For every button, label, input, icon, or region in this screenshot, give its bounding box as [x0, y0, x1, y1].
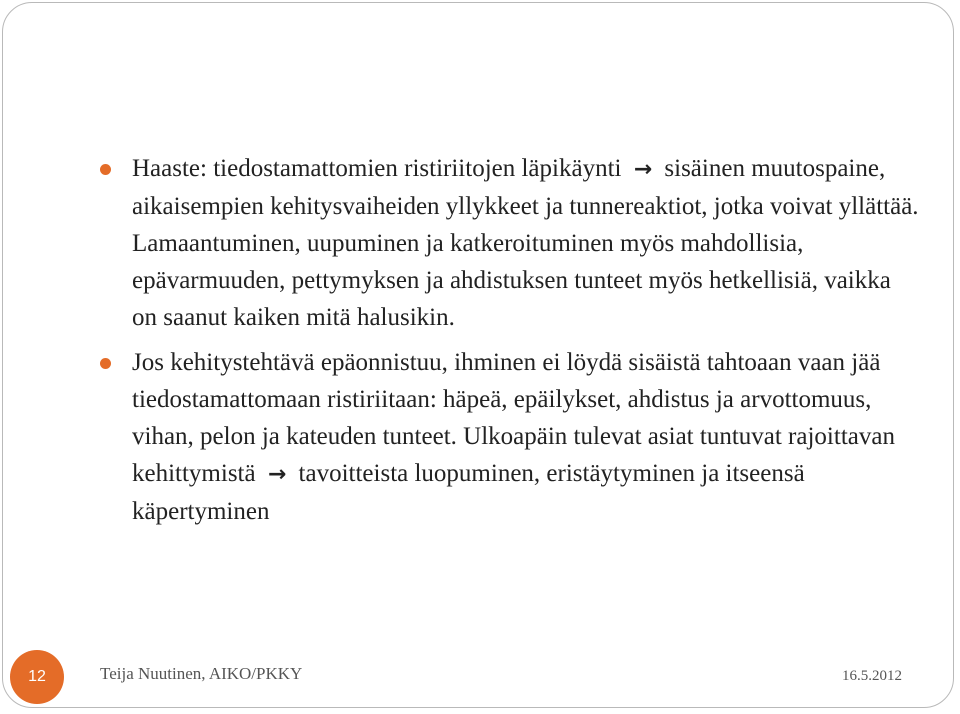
bullet-item-1	[100, 150, 920, 336]
footer-author: Teija Nuutinen, AIKO/PKKY	[100, 664, 303, 683]
bullet-text-part-b: tavoitteista luopuminen, eristäytyminen ja itseensä käpertyminen	[132, 460, 805, 525]
arrow-right-icon: →	[267, 462, 287, 487]
bullet-text-part-b: sisäinen muutospaine, aikaisempien kehitysvaiheiden yllykkeet ja tunnereaktiot, jotka voivat yllättää. Lamaantuminen, uupuminen ja katkeroituminen myös mahdollisia, epävarmuuden, pettymyksen ja ahdistuksen tunteet myös hetkellisiä, vaikka on saanut kaiken mitä halusikin.	[132, 155, 919, 331]
bullet-text-part-a: Jos kehitystehtävä epäonnistuu, ihminen ei löydä sisäistä tahtoaan vaan jää tiedostamattomaan ristiriitaan: häpeä, epäilykset, ahdistus ja arvottomuus, vihan, pelon ja kateuden tunteet. Ulkoapäin tulevat asiat tuntuvat rajoittavan kehittymistä	[132, 349, 895, 487]
bullet-item-2	[100, 344, 920, 530]
bullet-dot-icon	[100, 164, 111, 175]
bullet-dot-icon	[100, 358, 111, 369]
page-number-badge	[10, 650, 64, 704]
slide-content	[100, 150, 920, 538]
bullet-text-part-a: Haaste: tiedostamattomien ristiriitojen läpikäynti	[132, 155, 622, 182]
arrow-right-icon: →	[633, 157, 653, 182]
page-number: 12	[28, 668, 46, 685]
footer-date: 16.5.2012	[842, 668, 902, 684]
